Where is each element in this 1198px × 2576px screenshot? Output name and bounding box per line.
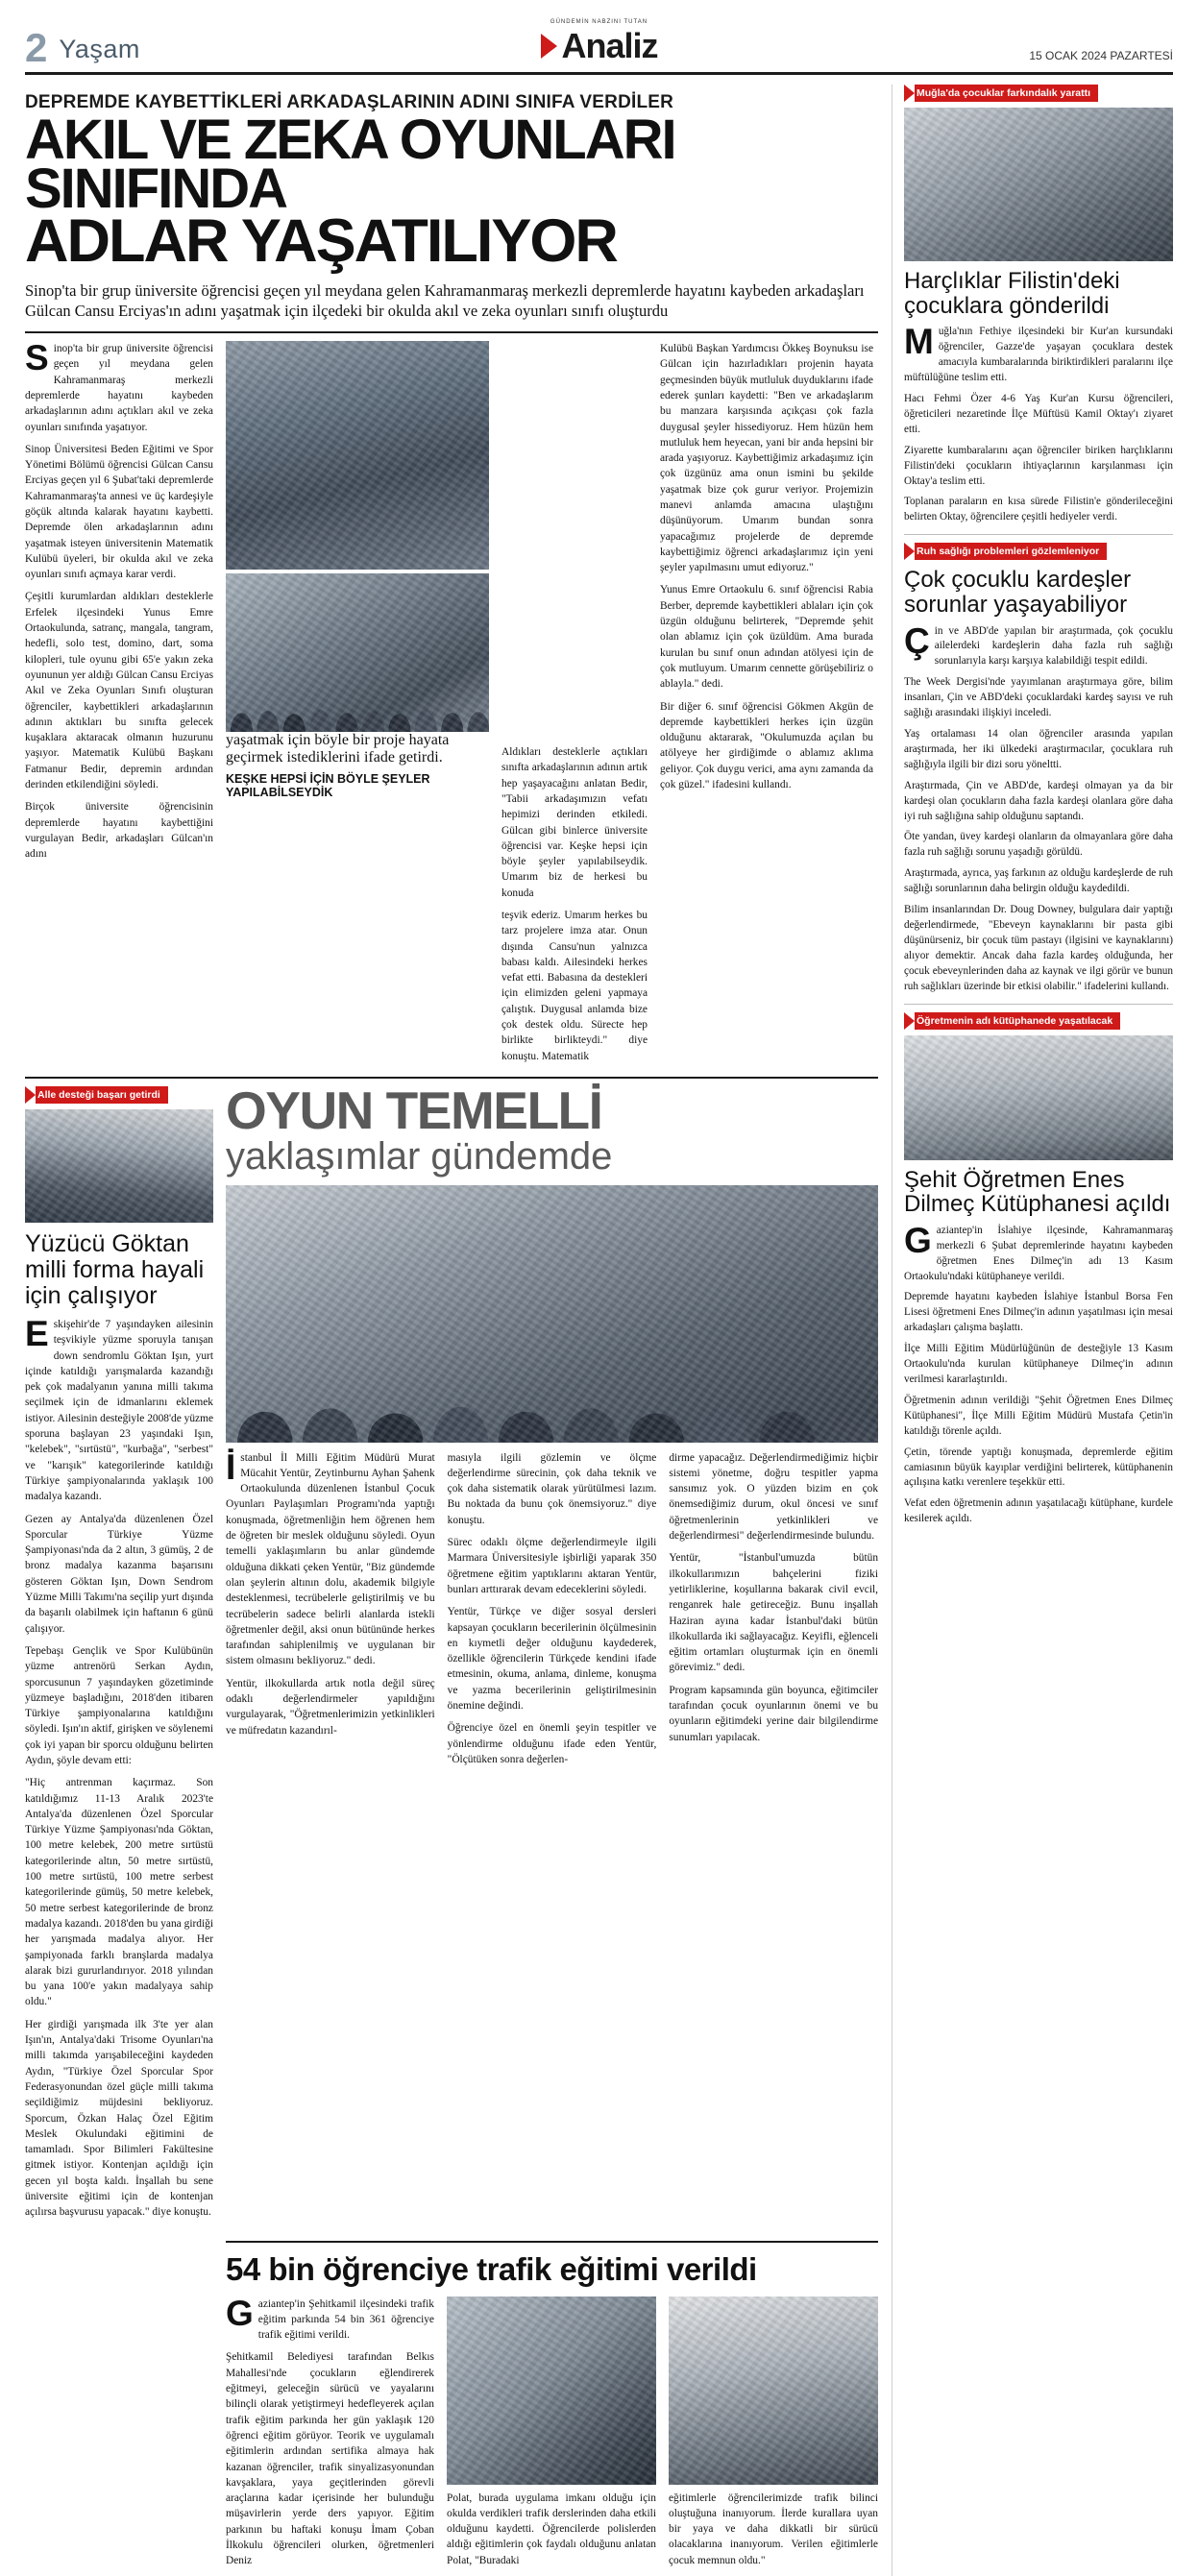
photo-children-donation (904, 108, 1173, 261)
rail-paragraph: Gaziantep'in İslahiye ilçesinde, Kahramanmaraş merkezli 6 Şubat depremlerinde hayatını kaybeden öğretmen Enes Dilmeç'in adı 13 Kasım Ortaokulu'ndaki kütüphaneye verildi. (904, 1220, 1173, 1282)
lead-kicker: DEPREMDE KAYBETTİKLERİ ARKADAŞLARININ ADINI SINIFA VERDİLER (25, 92, 674, 112)
lead-paragraph: Sinop'ta bir grup üniversite öğrencisi geçen yıl meydana gelen Kahramanmaraş merkezli depremlerde hayatını kaybeden arkadaşlarının adını açtıkları akıl ve zeka oyunları sınıfında yaşatıyor. (25, 338, 213, 433)
lead-paragraph: Kulübü Başkan Yardımcısı Ökkeş Boynuksu ise Gülcan için hazırladıkları projenin hayata geçmesinden büyük mutluluk duyduklarını ifade ederek şunları kaydetti: "Ben ve arkadaşlarım bu manzara karşısında açıkçası çok fazla duygusal şeyler hissediyoruz. Hem hüzün hem mutluluk hem heyecan, yani bir anda hepsini bir arada yaşıyoruz. Kaybettiğimiz arkadaşımız için çok üzgünüz ama onun ismini bu şekilde yaşatmak bize çok gurur veriyor. Projemizin manevi anlamda amacına ulaştığını düşünüyorum. Umarım bundan sonra yapacağımız projelerde de depremde kaybettiğimiz öğrenci arkadaşlarımız için yeni şeyler yapılmasını umut ediyoruz." (660, 343, 873, 574)
traffic-column-3 (669, 2491, 878, 2568)
traffic-paragraph: Polat, burada uygulama imkanı olduğu için okulda verdikleri trafik derslerinden daha etkili olduğunu kaydetti. Öğrencilerde polislerden aldığı eğitimlerin çok faydalı olduğunu anlatan Polat, "Buradaki (447, 2491, 656, 2566)
lead-paragraph: Çeşitli kurumlardan aldıkları desteklerle Erfelek ilçesindeki Yunus Emre Ortaokulunda, satranç, mangala, tangram, hedefli, solo test, domino, dart, soma kilopleri, tule oyunu gibi 65'e yakın zeka oyununun yer aldığı Gülcan Cansu Erciyas Akıl ve Zeka Oyunları Sınıfı oluşturan öğrenciler, kaybettikleri arkadaşlarının adının aktıkları bu sınıfta gelecek kuşaklara aktaracak olmanın huzurunu yaşıyor. Matematik Kulübü Başkanı Fatmanur Bedir, depremin ardından derinden etkilendiğini söyledi. (25, 591, 213, 791)
rail-paragraph: The Week Dergisi'nde yayımlanan araştırmaya göre, bilim insanları, Çin ve ABD'deki çocuklardaki kardeş sayısı ve ruh sağlığı arasındaki ilişkiyi inceledi. (904, 676, 1173, 719)
rail-paragraph: Vefat eden öğretmenin adının yaşatılacağı kütüphane, kurdele kesilerek açıldı. (904, 1497, 1173, 1525)
lead-photo-column (226, 341, 489, 1071)
flag-triangle-icon (904, 85, 915, 102)
rail-paragraph: Muğla'nın Fethiye ilçesindeki bir Kur'an kursundaki öğrenciler, Gazze'de yaşayan çocuklara destek amacıyla kumbaralarında biriktirdikleri paralarını ilçe müftülüğüne teslim etti. (904, 322, 1173, 384)
rail-headline: Harçlıklar Filistin'deki çocuklara gönderildi (904, 268, 1120, 319)
photo-traffic-park-children (447, 2297, 656, 2485)
lead-paragraph: Yunus Emre Ortaokulu 6. sınıf öğrencisi Rabia Berber, depremde kaybettikleri ablaları için çok üzgün olduğunu belirterek, "Depremde şehit olan ablamız için çok üzüldüm. Ama burada kurulan bu sınıf onun adından atölyesi için de çok mutluyum. Umarım cennette görüşebiliriz o ablayla." dedi. (660, 584, 873, 691)
rail-paragraph: Bilim insanlarından Dr. Doug Downey, bulgulara dair yaptığı değerlendirmede, "Ebeveyn kaynaklarını bir pasta gibi düşünürseniz, bir çocuk tüm pastayı (ilgisini ve kaynaklarını) alıyor demektir. Ancak daha fazla kardeş olduğunda, her çocuk ebeveynlerinden daha az kaynak ve ilgi görür ve bunun ruh sağlıkları üzerinde bir etkisi olabilir." ifadelerini kullandı. (904, 904, 1173, 992)
photo-conference-group (226, 1185, 878, 1443)
rail-paragraph: İlçe Milli Eğitim Müdürlüğünün de desteğiyle 13 Kasım Ortaokulu'nda kurulan kütüphaneye Dilmeç'in adının verilmesi kararlaştırıldı. (904, 1343, 1173, 1385)
lead-paragraph: Bir diğer 6. sınıf öğrencisi Gökmen Akgün de depremde kaybettikleri herkes için üzgün olduğunu aktararak, "Okulumuzda açılan bu atölyeye her girdiğimde o ablamız aklıma geliyor. Çok duygu verici, ama aynı zamanda da çok güzel." ifadesini kullandı. (660, 700, 873, 791)
feature-headline: OYUN TEMELLİ (226, 1080, 602, 1140)
swimmer-paragraph: Eskişehir'de 7 yaşındayken ailesinin teşvikiyle yüzme sporuyla tanışan down sendromlu Göktan Işın, yurt içinde katıldığı yarışmalarda kazandığı pek çok madalyanın yanına milli takıma seçilmek için de idmanlarını eklemek istiyor. Ailesinin desteğiyle 2008'de yüzme sporuna başlayan 23 yaşındaki Işın, "kelebek", "sırtüstü", "kurbağa", "serbest" ve "karışık" kategorilerinde katıldığı Türkiye şampiyonalarında yaklaşık 100 madalya kazandı. (25, 1313, 213, 1503)
feature-column-2 (448, 1450, 657, 1775)
swimmer-story (25, 1086, 213, 2227)
lead-subhead: KEŞKE HEPSİ İÇİN BÖYLE ŞEYLER YAPILABİLSEYDİK (226, 772, 430, 800)
lead-column-3 (660, 341, 873, 1071)
flag-label: Öğretmenin adı kütüphanede yaşatılacak (915, 1012, 1120, 1030)
feature-paragraph: Öğrenciye özel en önemli şeyin tespitler ve yönlendirme olduğunu ifade eden Yentür, "Ölçütüken sonra değerlen- (447, 1722, 657, 1765)
rail-paragraph: Araştırmada, Çin ve ABD'de, kardeşi olmayan ya da bir kardeşi olan çocukların daha fazla kardeşi olanlara göre daha iyi ruh sağlığına sahip olduğunu saptandı. (904, 779, 1173, 822)
photo-group-portrait (226, 573, 489, 732)
photo-swimmer (25, 1109, 213, 1223)
rail-paragraph: Depremde hayatını kaybeden İslahiye İstanbul Borsa Fen Lisesi öğretmeni Enes Dilmeç'in adının yaşatılması için mesai arkadaşları çalışma başlattı. (904, 1291, 1173, 1334)
page-number: 2 (25, 25, 48, 70)
lead-paragraph: Aldıkları desteklerle açtıkları sınıfta arkadaşlarının adının artık hep yaşayacağını anlatan Bedir, "Tabii arkadaşımızın vefatı hepimizi derinden etkiledi. Gülcan gibi binlerce üniversite öğrencisi var. Keşke hepsi için böyle şeyler yapılabilseydik. Umarım biz de herkesi bu konuda (501, 746, 648, 899)
rail-headline: Şehit Öğretmen Enes Dilmeç Kütüphanesi açıldı (904, 1166, 1171, 1218)
traffic-headline: 54 bin öğrenciye trafik eğitimi verildi (226, 2241, 878, 2288)
feature-paragraph: Program kapsamında gün boyunca, eğitimciler tarafından çocuk oyunlarının önemi ve bu oyunların eğitimdeki yerine dair bilgilendirme sunumları yapılacak. (669, 1684, 879, 1743)
feature-paragraph: Yentür, Türkçe ve diğer sosyal dersleri kapsayan çocukların becerilerinin ölçülmesinin en kıymetli değer olduğunu kaydederek, özellikle öğrencilerin Türkçede kendini ifade etmesinin, okuma, anlama, dinleme, konuşma ve yazma becerilerinin geliştirilmesinin önemine değindi. (447, 1606, 657, 1713)
rail-flag (904, 543, 1173, 560)
traffic-column-2 (447, 2491, 656, 2568)
feature-paragraph: dirme yapacağız. Değerlendirmediğimiz hiçbir sistemi yönetme, doğru tespitler yapma sansımız yok. O yüzden bizim en çok önemsediğimiz durum, okul öncesi ve sınıf öğretmenlerinin yetkinlikleri ve değerlendirmesi" değerlendirmesinde bulundu. (669, 1451, 879, 1543)
lead-paragraph: Sinop Üniversitesi Beden Eğitimi ve Spor Yönetimi Bölümü öğrencisi Gülcan Cansu Erciyas geçen yıl 6 Şubat'taki depremlerde Kahramanmaraş'ta annesi ve üç kardeşiyle göçük altında kalarak hayatını kaybetti. Depremde ölen arkadaşlarının adını yaşatmak isteyen üniversitenin Matematik Kulübü üyeleri, bir okulda akıl ve zeka oyunları sınıfı açmaya karar verdi. (25, 443, 213, 581)
lead-headline-line2: ADLAR YAŞATILIYOR (25, 207, 617, 276)
rail-paragraph: Hacı Fehmi Özer 4-6 Yaş Kur'an Kursu öğrencileri, öğreticileri nezaretinde İlçe Müftüsü Kamil Oktay'ı ziyaret etti. (904, 392, 1173, 435)
feature-column-1 (226, 1446, 435, 1775)
flag-label: Muğla'da çocuklar farkındalık yarattı (915, 85, 1098, 102)
lead-column-2 (501, 341, 648, 1071)
brand-name: Analiz (561, 26, 658, 65)
traffic-column-1 (226, 2293, 434, 2576)
feature-column-3 (669, 1450, 878, 1775)
feature-subheadline: yaklaşımlar gündemde (226, 1134, 613, 1178)
flag-triangle-icon (25, 1086, 36, 1104)
rail-paragraph: Öte yandan, üvey kardeşi olanların da olmayanlara göre daha fazla ruh sağlığı sorunu yaşadığı görüldü. (904, 831, 1173, 859)
photo-caption: yaşatmak için böyle bir proje hayata geçirmek istediklerini ifade getirdi. (226, 732, 450, 766)
photo-students-board-games (226, 341, 489, 570)
lead-column-1 (25, 338, 213, 1071)
divider (904, 1004, 1173, 1005)
flag-label: Alle desteği başarı getirdi (36, 1086, 168, 1104)
traffic-paragraph: Şehitkamil Belediyesi tarafından Belkıs Mahallesi'nde çocukların eğlendirerek eğitmeyi, geleceğin sürücü ve yayalarını bilinçli olarak yetiştirmeyi hedefleyerek açılan trafik eğitim parkında her gün yaklaşık 120 öğrenci eğitim görüyor. Teorik ve uygulamalı eğitimlerin ardından sertifika almaya hak kazanan öğrenciler, trafik sinyalizasyonundan kavşaklara, yaya geçitlerinden görevli araçlarına kadar içerisinde her bulunduğu müşavirlerin yerde ders yapıyor. Eğitim parkının bu haftaki konuşu İmam Çoban İlkokulu öğrencileri olurken, öğretmenleri Deniz (226, 2351, 434, 2567)
lead-paragraph: Birçok üniversite öğrencisinin depremlerde hayatını kaybettiğini vurgulayan Bedir, arkadaşları Gülcan'ın adını (25, 801, 213, 861)
triangle-logo-icon (540, 34, 556, 59)
feature-paragraph: İstanbul İl Milli Eğitim Müdürü Murat Mücahit Yentür, Zeytinburnu Ayhan Şahenk Ortaokulunda düzenlenen İstanbul Çocuk Oyunları Paylaşımları Programı'nda yaptığı konuşmada, öğretmenliğin hem öğrenen hem de öğreten bir meslek olduğunu söyledi. Oyun temelli yaklaşımların bu anlar gündemde olduğuna dikkati çeken Yentür, "Biz gündemde olan şeylerin altının dolu, akademik bilgiyle desteklenmesi, tecrübelerle geliştirilmiş ve bu tecrübelerin sadece belirli alanlarda istekli öğretmenler değil, aksi onun bütününde herkes tarafından sahiplenilmiş ve uygulanan bir sistem olmasını bekliyoruz." dedi. (226, 1446, 435, 1667)
divider (904, 534, 1173, 535)
lead-headline (25, 109, 878, 276)
photo-library-opening (904, 1035, 1173, 1160)
feature-paragraph: Yentür, ilkokullarda artık notla değil süreç odaklı değerlendirmeler yapıldığını vurgulayarak, "Öğretmenlerimizin yetkinlikleri ve müfredatın kazandırıl- (226, 1677, 435, 1737)
traffic-paragraph: eğitimlerle öğrencilerimizde trafik bilinci oluştuğuna inanıyorum. İlerde kurallara uyan bir yaya ve daha dikkatli bir sürücü olacaklarına inanıyorum. Verilen eğitimlerle çocuk memnun oldu." (669, 2491, 878, 2566)
main-content (25, 85, 878, 2576)
lead-paragraph: teşvik ederiz. Umarım herkes bu tarz projelere imza atar. Onun dışında Cansu'nun yalnızca babası kaldı. Ailesindeki herkes vefat etti. Babasına da destekleri için elimizden geleni yapmaya çalıştık. Duygusal anlamda bize çok destek oldu. Sürecte hep birlikte birlikteydi." diye konuştu. Matematik (501, 910, 648, 1062)
feature-paragraph: Yentür, "İstanbul'umuzda bütün ilkokullarımızın bahçelerini fiziki yetirliklerine, koşullarına bakarak civil evcil, renganrek hale getireceğiz. Bunu inşallah Haziran ayına kadar İstanbul'daki bütün ilkokullarda iki sağlayacağız. Keyifli, eğlenceli eğitim ortamları oluşturmak için en önemli görevimiz." dedi. (669, 1552, 879, 1674)
rail-story-kutuphane (904, 1012, 1173, 1528)
swimmer-paragraph: Tepebaşı Gençlik ve Spor Kulübünün yüzme antrenörü Serkan Aydın, sporcusunun 7 yaşındayken gözetiminde yüzmeye başladığını, 2018'den itibaren Türkiye şampiyonalarına katıldığını söyledi. Işın'ın aktif, girişken ve söylenemi çok iyi yapan bir sporcu olduğunu belirten Aydın, şöyle devam etti: (25, 1644, 213, 1766)
rail-paragraph: Ziyarette kumbaralarını açan öğrenciler biriken harçlıklarını Filistin'deki çocukların ihtiyaçlarının karşılanması için Oktay'a teslim etti. (904, 444, 1173, 487)
rail-paragraph: Araştırmada, ayrıca, yaş farkının az olduğu kardeşlerde de ruh sağlığı sorunlarının daha belirgin olduğu kaydedildi. (904, 867, 1173, 895)
lead-deck: Sinop'ta bir grup üniversite öğrencisi geçen yıl meydana gelen Kahramanmaraş merkezli depremlerde hayatını kaybeden arkadaşları Gülcan Cansu Erciyas'ın adını yaşatmak için ilçedeki bir okulda akıl ve zeka oyunları sınıfı oluşturdu (25, 280, 878, 334)
flag-label: Ruh sağlığı problemleri gözlemleniyor (915, 543, 1107, 560)
flag-triangle-icon (904, 1012, 915, 1030)
swimmer-headline: Yüzücü Göktan milli forma hayali için çalışıyor (25, 1229, 205, 1309)
flag-triangle-icon (904, 543, 915, 560)
traffic-paragraph: Gaziantep'in Şehitkamil ilçesindeki trafik eğitim parkında 54 bin 361 öğrenciye trafik eğitimi verildi. (226, 2293, 434, 2342)
right-sidebar (892, 85, 1173, 2576)
feature-paragraph: masıyla ilgili gözlemin ve ölçme değerlendirme sürecinin, çok daha teknik ve çok daha sistematik olarak yürütülmesi lazım. Bu noktada da bunu çok önemsiyoruz." diye konuştu. (447, 1451, 657, 1526)
brand-tagline: GÜNDEMİN NABZINI TUTAN (550, 19, 648, 25)
swimmer-paragraph: Gezen ay Antalya'da düzenlenen Özel Sporcular Türkiye Yüzme Şampiyonası'nda da 2 altın, 3 gümüş, 2 de bronz madalya kazanma başarısını gösteren Göktan Işın, Down Sendrom Yüzme Milli Takımı'na seçilip yurt dışında da başarılı olabilmek için haftanın 6 günü çalışıyor. (25, 1513, 213, 1635)
rail-paragraph: Yaş ortalaması 14 olan öğrenciler arasında yapılan araştırmada, her iki ülkedeki araştırmacılar, çocuklara ruh sağlığıyla ilgili bir dizi soru yöneltti. (904, 728, 1173, 770)
newspaper-logo (540, 19, 657, 66)
rail-paragraph: Çin ve ABD'de yapılan bir araştırmada, çok çocuklu ailelerdeki kardeşlerin daha fazla ruh sağlığı sorunlarıyla karşı karşıya kalabildiği tespit edildi. (904, 620, 1173, 668)
lead-headline-line1: AKIL VE ZEKA OYUNLARI SINIFINDA (25, 109, 675, 221)
rail-flag (904, 1012, 1173, 1030)
rail-paragraph: Çetin, törende yaptığı konuşmada, depremlerde eğitim camiasının büyük kayıplar verdiğini belirterek, kütüphanenin açılışına katkı verenlere teşekkür etti. (904, 1446, 1173, 1489)
rail-headline: Çok çocuklu kardeşler sorunlar yaşayabiliyor (904, 567, 1132, 618)
issue-date: 15 OCAK 2024 PAZARTESİ (1029, 49, 1173, 62)
rail-paragraph: Toplanan paraların en kısa sürede Filistin'e gönderileceğini belirten Oktay, öğrencilere çeşitli hediyeler verdi. (904, 496, 1173, 523)
swimmer-paragraph: Her girdiği yarışmada ilk 3'te yer alan Işın'ın, Antalya'daki Trisome Oyunları'na milli takımda yarışabileceğini kaydeden Aydın, "Türkiye Özel Sporcular Spor Federasyonundan özel güçle milli takıma seçildiğimiz müjdesini bekliyoruz. Sporcum, Özkan Halaç Özel Eğitim Meslek Okulundaki eğitimini de tamamladı. Spor Bilimleri Fakültesine gitmek istiyor. Kontenjan açıldığı için gecen yıl boşta kaldı. İnşallah bu sene üniversite eğitimi için de kontenjan açılırsa başvurusu yapacak." diye konuştu. (25, 2018, 213, 2219)
rail-flag (904, 85, 1173, 102)
masthead (25, 0, 1173, 75)
rail-story-muglada-cocuklar (904, 85, 1173, 525)
feature-paragraph: Sürec odaklı ölçme değerlendirmeyle ilgili Marmara Üniversitesiyle işbirliği yaparak 350 öğretmene eğitim yaptıklarını aktaran Yentür, bunları arttırarak devam edeceklerini söyledi. (447, 1537, 657, 1595)
rail-paragraph: Öğretmenin adının verildiği "Şehit Öğretmen Enes Dilmeç Kütüphanesi", İlçe Milli Eğitim Müdürü Mustafa Çetin'in katıldığı törenle açıldı. (904, 1394, 1173, 1437)
swimmer-flag (25, 1086, 213, 1104)
rail-story-kardesler (904, 543, 1173, 994)
game-based-story (226, 1080, 879, 2227)
photo-traffic-classroom (669, 2297, 878, 2485)
section-name: Yaşam (59, 35, 140, 63)
swimmer-paragraph: "Hiç antrenman kaçırmaz. Son katıldığımız 11-13 Aralık 2023'te Antalya'da düzenlenen Özel Sporcular Türkiye Yüzme Şampiyonası'nda Göktan, 100 metre kelebek, 200 metre sırtüstü kategorilerinde altın, 50 metre sırtüstü, 100 metre sırtüstü, 100 metre serbest kategorilerinde gümüş, 50 metre kelebek, 50 metre serbest kategorilerinde de bronz madalya kazandı. 2018'den bu yana girdiği her yarışmada madalya alıyor. Her şampiyonada farklı branşlarda madalya alarak bizi gururlandırıyor. 2018 yılından bu yana 100'e yakın madalyaya sahip oldu." (25, 1777, 213, 2008)
traffic-story (226, 2231, 878, 2576)
